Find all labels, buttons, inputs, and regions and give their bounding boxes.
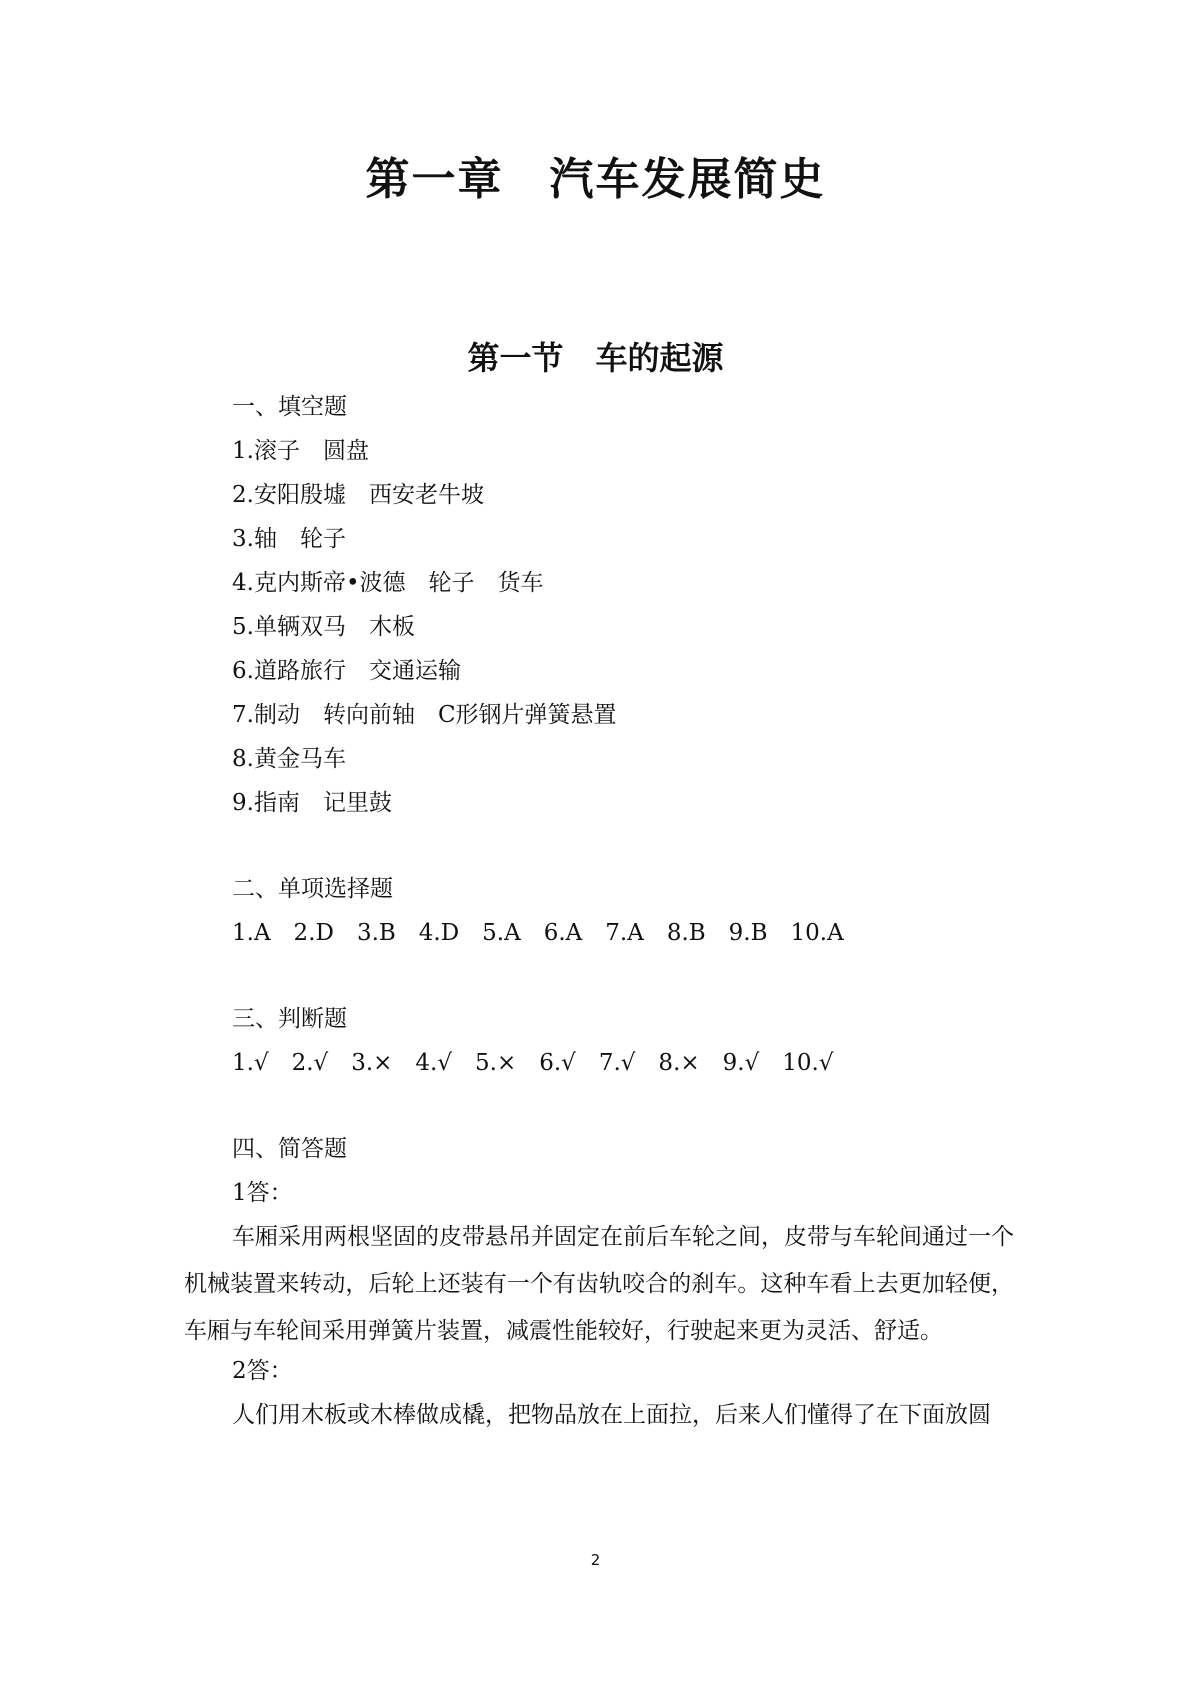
- fill-in-item-7: 7.制动 转向前轴 C形钢片弹簧悬置: [232, 702, 617, 728]
- single-choice-heading: 二、单项选择题: [232, 876, 393, 902]
- fill-in-item-3: 3.轴 轮子: [232, 526, 346, 552]
- fill-in-item-9: 9.指南 记里鼓: [232, 790, 392, 816]
- answer-1-label: 1答：: [232, 1180, 293, 1206]
- fill-in-item-4: 4.克内斯帝•波德 轮子 货车: [232, 570, 544, 596]
- answer-2-text: 人们用木板或木棒做成橇，把物品放在上面拉，后来人们懂得了在下面放圆: [232, 1402, 991, 1428]
- answer-1-text: 车厢采用两根坚固的皮带悬吊并固定在前后车轮之间，皮带与车轮间通过一个机械装置来转动，后轮上还装有一个有齿轨咬合的刹车。这种车看上去更加轻便，车厢与车轮间采用弹簧片装置，减震性能较好，行驶起来更为灵活、舒适。: [184, 1224, 1014, 1344]
- fill-in-heading: 一、填空题: [232, 394, 347, 420]
- fill-in-item-5: 5.单辆双马 木板: [232, 614, 415, 640]
- short-answer-heading: 四、简答题: [232, 1136, 347, 1162]
- chapter-title: 第一章 汽车发展简史: [365, 154, 826, 205]
- true-false-heading: 三、判断题: [232, 1006, 347, 1032]
- true-false-answers: 1.√ 2.√ 3.× 4.√ 5.× 6.√ 7.√ 8.× 9.√ 10.√: [232, 1050, 834, 1076]
- fill-in-item-2: 2.安阳殷墟 西安老牛坡: [232, 482, 484, 508]
- answer-2-label: 2答：: [232, 1358, 293, 1384]
- single-choice-answers: 1.A 2.D 3.B 4.D 5.A 6.A 7.A 8.B 9.B 10.A: [232, 920, 844, 946]
- page-number: 2: [590, 1551, 601, 1569]
- fill-in-item-8: 8.黄金马车: [232, 746, 346, 772]
- section-title: 第一节 车的起源: [467, 339, 724, 377]
- fill-in-item-1: 1.滚子 圆盘: [232, 438, 369, 464]
- fill-in-item-6: 6.道路旅行 交通运输: [232, 658, 461, 684]
